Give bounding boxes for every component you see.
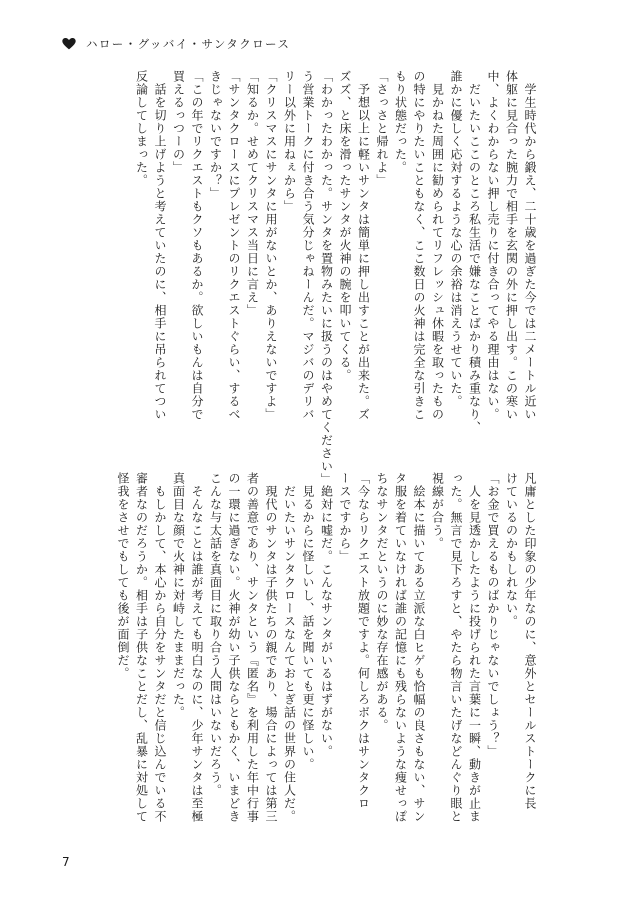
text-line: ちなサンタだというのに妙な存在感がある。 bbox=[375, 472, 389, 732]
text-line: 買えるっつーの」 bbox=[171, 70, 186, 174]
text-line: 者の善意であり、サンタという『匿名』を利用した年中行事 bbox=[245, 472, 260, 823]
text-line: リー以外に用ねぇから」 bbox=[282, 70, 297, 213]
running-head-title: ハロー・グッバイ・サンタクロース bbox=[86, 37, 291, 51]
text-line: う営業トークに付き合う気分じゃねーんだ。マジバのデリバ bbox=[301, 70, 315, 421]
text-line: 怪我をさせでもしても後が面倒だ。 bbox=[116, 472, 130, 680]
text-line: 「サンタクロースにプレゼントのリクエストぐらい、するべ bbox=[227, 70, 241, 421]
text-line: 「この年でリクエストもクソもあるか。欲しいもんは自分で bbox=[190, 70, 204, 421]
text-line: 真面目な顔で火神に対峙したままだった。 bbox=[171, 472, 186, 719]
text-line: 誰かに優しく応対するような心の余裕は消えうせていた。 bbox=[449, 70, 463, 408]
text-line: 「わかったわかった。サンタを置物みたいに扱うのはやめてください」 bbox=[319, 70, 334, 486]
text-line: こんな与太話を真面目に取り合う人間はいないだろう。 bbox=[208, 472, 223, 797]
text-line: 学生時代から鍛え、二十歳を過ぎた今では二メートル近い bbox=[523, 70, 537, 421]
text-line: ースですから」 bbox=[338, 472, 352, 563]
text-line: 体躯に見合った腕力で相手を玄関の外に押し出す。この寒い bbox=[504, 70, 519, 421]
text-line: もり状態だった。 bbox=[393, 70, 408, 174]
text-line: 視線が合う。 bbox=[430, 472, 445, 550]
text-line: きじゃないですか？」 bbox=[208, 70, 223, 200]
text-line: 「今ならリクエスト放題ですよ。何しろボクはサンタクロ bbox=[356, 472, 371, 810]
text-line: けているのかもしれない。 bbox=[504, 472, 519, 628]
text-line: もしかして、本心から自分をサンタだと信じ込んでいる不 bbox=[153, 472, 167, 823]
text-line: 絵本に描いてある立派な白ヒゲも恰幅の良さもない、サン bbox=[412, 472, 426, 823]
text-line: 凡庸とした印象の少年なのに、意外とセールストークに長 bbox=[523, 472, 537, 810]
text-line: ズズ、と床を滑ったサンタが火神の腕を叩いてくる。 bbox=[338, 70, 352, 382]
running-head bbox=[62, 36, 290, 52]
text-line: 見るからに怪しいし、話を聞いても更に怪しい。 bbox=[301, 472, 315, 771]
text-line: った。無言で見下ろすと、やたら物言いたげなどんぐり眼と bbox=[449, 472, 463, 823]
heart-icon bbox=[62, 38, 76, 50]
text-line: だいたいここのところ私生活で嫌なことばかり積み重なり、 bbox=[467, 70, 482, 434]
page-number: 7 bbox=[62, 855, 70, 869]
text-line: 絶対に嘘だ。こんなサンタがいるはずがない。 bbox=[319, 472, 334, 758]
text-line: そんなことは誰が考えても明白なのに、少年サンタは至極 bbox=[190, 472, 204, 823]
text-line: タ服を着ていなければ誰の記憶にも残らないような痩せっぽ bbox=[393, 472, 408, 823]
text-line: 「お金で買えるものばかりじゃないでしょう？」 bbox=[486, 472, 500, 758]
text-line: 見かねた周囲に勧められてリフレッシュ休暇を取ったもの bbox=[430, 70, 445, 421]
text-line: の一環に過ぎない。火神が幼い子供ならともかく、いまどき bbox=[227, 472, 241, 823]
text-line: 反論してしまった。 bbox=[134, 70, 149, 187]
text-line: 中、よくわからない押し売りに付き合ってやる理由はない。 bbox=[486, 70, 500, 421]
text-line: 予想以上に軽いサンタは簡単に押し出すことが出来た。ズ bbox=[356, 70, 371, 421]
text-line: 話を切り上げようと考えていたのに、相手に吊られてつい bbox=[153, 70, 167, 421]
text-line: 現代のサンタは子供たちの親であり、場合によっては第三 bbox=[264, 472, 278, 823]
text-line: だいたいサンタクロースなんておとぎ話の世界の住人だ。 bbox=[282, 472, 297, 823]
text-line: 「クリスマスにサンタに用がないとか、ありえないですよ」 bbox=[264, 70, 278, 421]
text-line: 「知るか。せめてクリスマス当日に言え」 bbox=[245, 70, 260, 317]
body-text-upper bbox=[69, 70, 539, 486]
text-line: 「さっさと帰れよ」 bbox=[375, 70, 389, 187]
text-line: 人を見透かしたように投げられた言葉に一瞬、動きが止ま bbox=[467, 472, 482, 823]
body-text-lower bbox=[69, 472, 539, 832]
text-line: 審者なのだろうか。相手は子供なことだし、乱暴に対処して bbox=[134, 472, 149, 823]
text-line: の特にやりたいこともなく、ここ数日の火神は完全な引きこ bbox=[412, 70, 426, 421]
